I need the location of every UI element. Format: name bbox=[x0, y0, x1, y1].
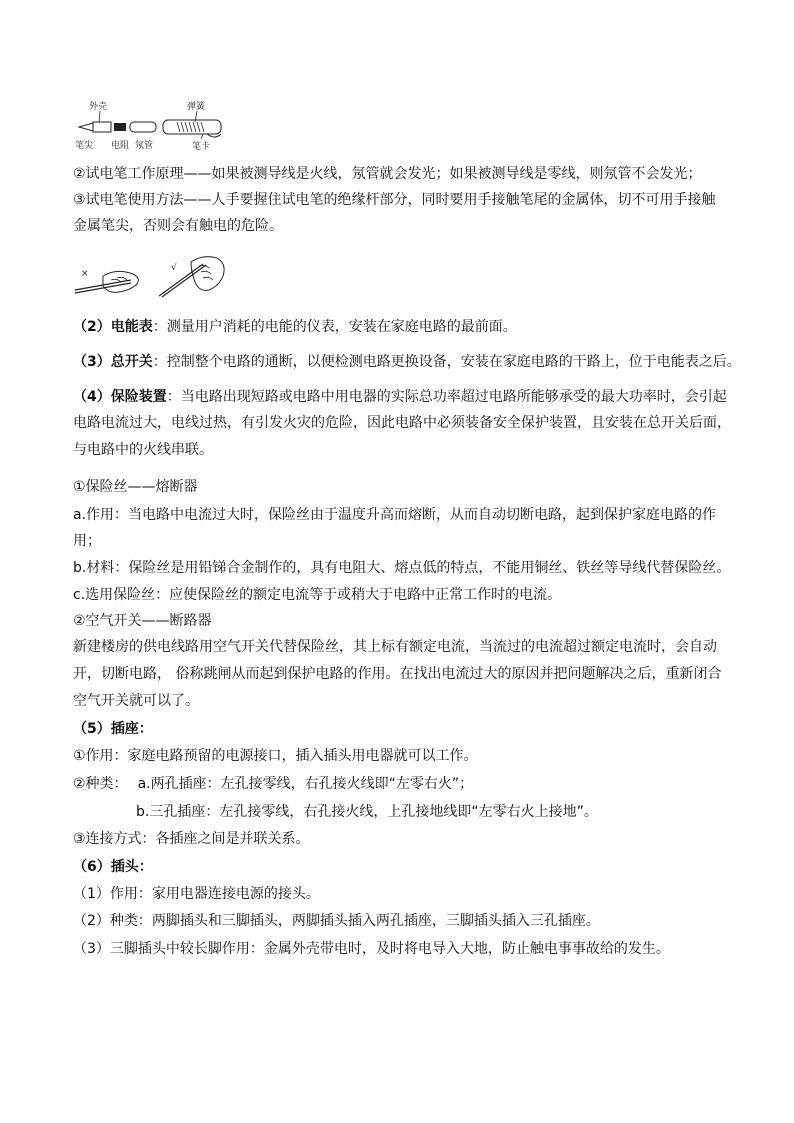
tester-usage-line1: ③试电笔使用方法——人手要握住试电笔的绝缘杆部分，同时要用手接触笔尾的金属体，切不可用手接触 bbox=[73, 192, 716, 208]
plug-function: （1）作用：家用电器连接电源的接头。 bbox=[73, 886, 320, 902]
fuse-title: ①保险丝——熔断器 bbox=[73, 479, 198, 495]
plug-types: （2）种类：两脚插头和三脚插头，两脚插头插入两孔插座，三脚插头插入三孔插座。 bbox=[73, 913, 600, 929]
fuse-function-line1: a.作用：当电路中电流过大时，保险丝由于温度升高而熔断，从而自动切断电路，起到保护家庭电路的作 bbox=[73, 507, 717, 523]
main-switch-heading: （3）总开关 bbox=[73, 354, 153, 370]
socket-connection: ③连接方式：各插座之间是并联关系。 bbox=[73, 831, 310, 847]
socket-heading: （5）插座： bbox=[73, 721, 153, 737]
socket-type-label: ②种类： bbox=[73, 776, 128, 792]
fuse-selection: c.选用保险丝：应使保险丝的额定电流等于或稍大于电路中正常工作时的电流。 bbox=[73, 587, 562, 603]
protection-line2: 电路电流过大，电线过热，有引发火灾的危险，因此电路中必须装备安全保护装置，且安装在总开关后面， bbox=[73, 415, 731, 431]
tester-hand-illustration bbox=[73, 252, 233, 300]
test-pen-diagram bbox=[73, 98, 233, 154]
plug-heading: （6）插头： bbox=[73, 859, 153, 875]
pen-label-clip: 笔卡 bbox=[192, 142, 211, 152]
wrong-mark: × bbox=[81, 269, 89, 279]
pen-tip-part bbox=[79, 122, 111, 132]
breaker-line1: 新建楼房的供电线路用空气开关代替保险丝，其上标有额定电流，当流过的电流超过额定电流时，会自动 bbox=[73, 639, 717, 655]
wrong-grip-figure bbox=[75, 269, 138, 293]
pen-label-shell: 外壳 bbox=[89, 102, 108, 112]
neon-tube-part bbox=[130, 122, 156, 132]
protection-line1: （4）保险装置：当电路出现短路或电路中用电器的实际总功率超过电路所能够承受的最大功率时，会引起 bbox=[73, 389, 727, 405]
pen-label-resistor: 电阻 bbox=[111, 141, 130, 151]
spring-part bbox=[177, 122, 204, 132]
pen-label-neon-tube: 氖管 bbox=[135, 141, 154, 151]
tester-principle: ②试电笔工作原理——如果被测导线是火线，氖管就会发光；如果被测导线是零线，则氖管不会发光； bbox=[73, 166, 702, 182]
pen-body-part bbox=[163, 120, 221, 137]
pen-label-tip: 笔尖 bbox=[75, 141, 94, 151]
socket-types-line bbox=[73, 774, 473, 794]
right-grip-figure bbox=[159, 257, 224, 297]
resistor-part bbox=[114, 123, 126, 131]
fuse-function-line2: 用； bbox=[73, 533, 101, 549]
protection-heading: （4）保险装置 bbox=[73, 389, 167, 405]
protection-line3: 与电路中的火线串联。 bbox=[73, 442, 213, 458]
fuse-material: b.材料：保险丝是用铅锑合金制作的，具有电阻大、熔点低的特点，不能用铜丝、铁丝等导线代替保险丝。 bbox=[73, 560, 731, 576]
breaker-line2: 开，切断电路， 俗称跳闸从而起到保护电路的作用。在找出电流过大的原因并把问题解决之后，重新闭合 bbox=[73, 666, 722, 682]
meter-line bbox=[73, 317, 517, 337]
breaker-title: ②空气开关——断路器 bbox=[73, 613, 212, 629]
plug-long-pin: （3）三脚插头中较长脚作用：金属外壳带电时，及时将电导入大地，防止触电事事故给的发生。 bbox=[73, 941, 670, 957]
main-switch-text: ：控制整个电路的通断，以便检测电路更换设备，安装在家庭电路的干路上，位于电能表之后。 bbox=[152, 354, 741, 370]
socket-type-two-hole: a.两孔插座：左孔接零线，右孔接火线即“左零右火”； bbox=[137, 776, 474, 792]
breaker-line3: 空气开关就可以了。 bbox=[73, 693, 199, 709]
pen-label-spring: 弹簧 bbox=[187, 102, 206, 112]
main-switch-line bbox=[73, 352, 741, 372]
meter-heading: （2）电能表 bbox=[73, 319, 153, 335]
tester-usage-line2: 金属笔尖，否则会有触电的危险。 bbox=[73, 218, 283, 234]
socket-type-three-hole: b.三孔插座：左孔接零线，右孔接火线，上孔接地线即“左零右火上接地”。 bbox=[136, 804, 598, 820]
socket-function: ①作用：家庭电路预留的电源接口，插入插头用电器就可以工作。 bbox=[73, 748, 478, 764]
meter-text: ：测量用户消耗的电能的仪表，安装在家庭电路的最前面。 bbox=[152, 319, 517, 335]
right-mark: √ bbox=[171, 263, 177, 273]
